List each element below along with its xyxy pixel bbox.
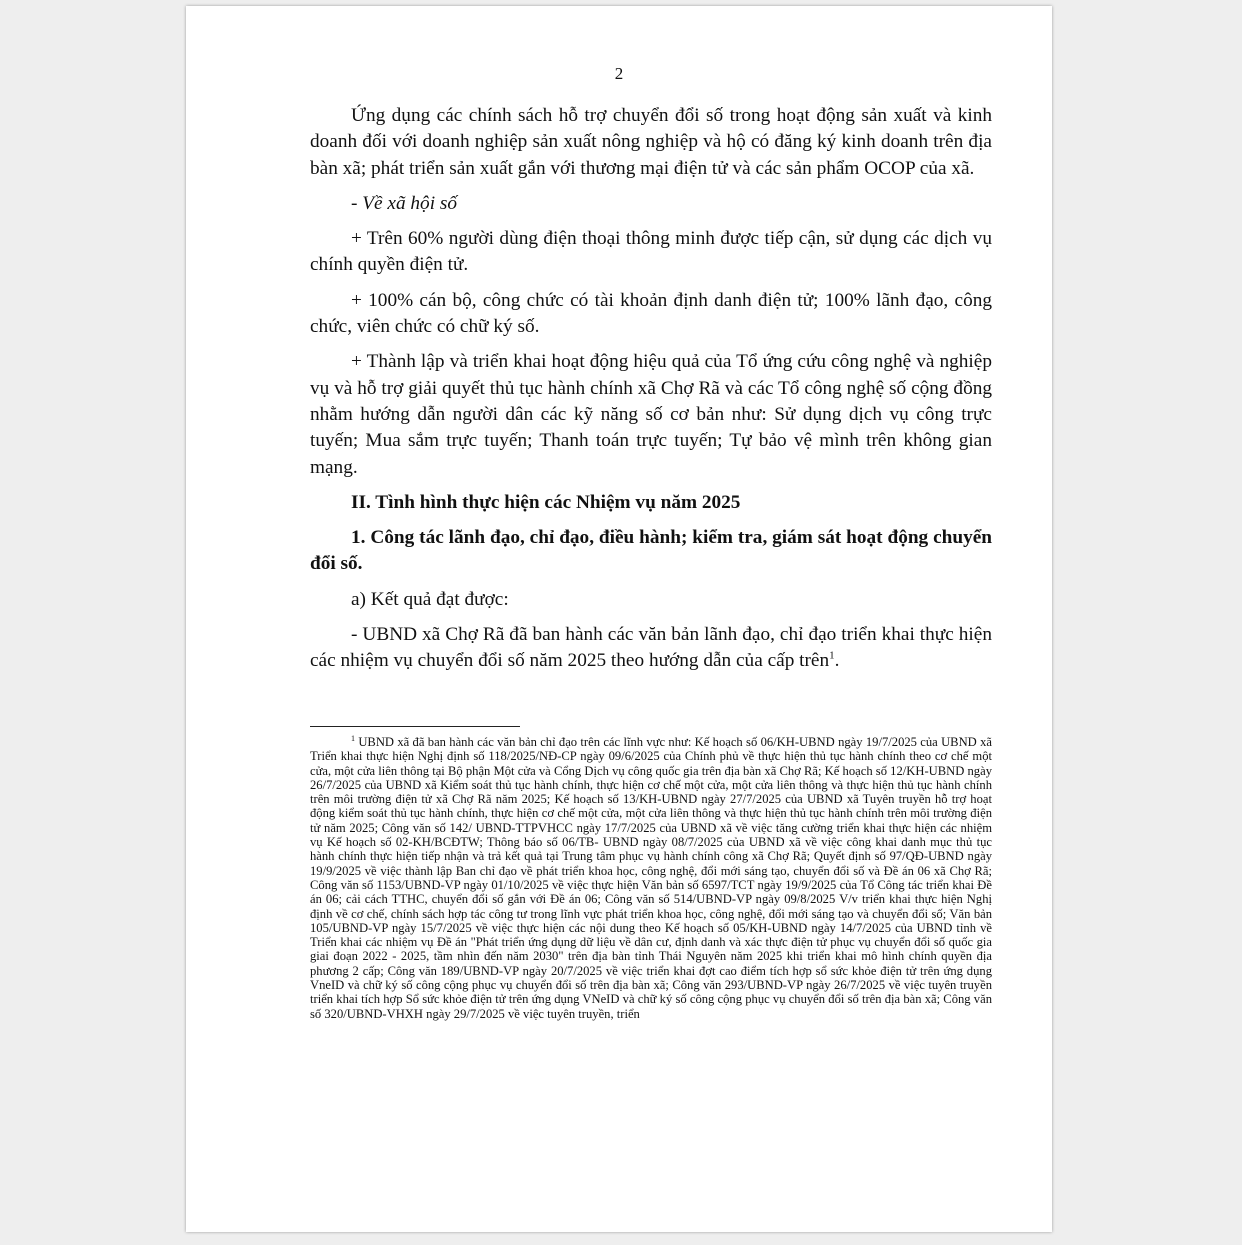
document-body xyxy=(310,103,992,684)
footnote-text: UBND xã đã ban hành các văn bản chỉ đạo trên các lĩnh vực như: Kế hoạch số 06/KH-UBND ngày 19/7/2025 của UBND xã Triển khai thực hiện Nghị định số 118/2025/NĐ-CP ngày 09/6/2025 của Chính phủ về thực hiện thủ tục hành chính theo cơ chế một cửa, một cửa liên thông tại Bộ phận Một cửa và Cổng Dịch vụ công quốc gia trên địa bàn xã Chợ Rã; Kế hoạch số 12/KH-UBND ngày 26/7/2025 của UBND xã Kiểm soát thủ tục hành chính, thực hiện cơ chế một cửa, một cửa liên thông và thực hiện thủ tục hành chính trên môi trường điện tử xã Chợ Rã năm 2025; Kế hoạch số 13/KH-UBND ngày 27/7/2025 của UBND xã Tuyên truyền hỗ trợ hoạt động kiểm soát thủ tục hành chính, thực hiện cơ chế một cửa, một cửa liên thông và thực hiện thủ tục hành chính trên môi trường điện tử năm 2025; Công văn số 142/ UBND-TTPVHCC ngày 17/7/2025 của UBND xã về việc tăng cường triển khai thực hiện các nhiệm vụ Kế hoạch số 02-KH/BCĐTW; Thông báo số 06/TB- UBND ngày 08/7/2025 của UBND xã về việc công khai danh mục thủ tục hành chính thực hiện tiếp nhận và trả kết quả tại Trung tâm phục vụ hành chính công xã Chợ Rã; Quyết định số 97/QĐ-UBND ngày 19/9/2025 về việc thành lập Ban chỉ đạo về phát triển khoa học, công nghệ, đổi mới sáng tạo, chuyển đổi số và Đề án 06 xã Chợ Rã; Công văn số 1153/UBND-VP ngày 01/10/2025 về việc thực hiện Văn bản số 6597/TCT ngày 19/9/2025 của Tổ Công tác triển khai Đề án 06; cải cách TTHC, chuyển đổi số gắn với Đề án 06; Công văn số 514/UBND-VP ngày 09/8/2025 V/v triển khai thực hiện Nghị định về cơ chế, chính sách hợp tác công tư trong lĩnh vực phát triển khoa học, công nghệ, đổi mới sáng tạo và chuyển đổi số; Văn bản 105/UBND-VP ngày 15/7/2025 về việc thực hiện các nội dung theo Kế hoạch số 05/KH-UBND ngày 14/7/2025 của UBND tỉnh về Triển khai các nhiệm vụ Đề án "Phát triển ứng dụng dữ liệu về dân cư, định danh và xác thực điện tử phục vụ chuyển đổi số quốc gia giai đoạn 2022 - 2025, tầm nhìn đến năm 2030" trên địa bàn tỉnh Thái Nguyên năm 2025 khi triển khai mô hình chính quyền địa phương 2 cấp; Công văn 189/UBND-VP ngày 20/7/2025 về việc triển khai đợt cao điểm tích hợp sổ sức khỏe điện tử trên ứng dụng VneID và chữ ký số công cộng phục vụ chuyển đổi số trên địa bàn xã; Công văn 293/UBND-VP ngày 26/7/2025 về việc tuyên truyền triển khai tích hợp Sổ sức khỏe điện tử trên ứng dụng VNeID và chữ ký số công cộng phục vụ chuyển đổi số trên địa bàn xã; Công văn số 320/UBND-VHXH ngày 29/7/2025 về việc tuyên truyền, triển xyxy=(310,735,992,1021)
section-heading-ii: II. Tình hình thực hiện các Nhiệm vụ năm 2025 xyxy=(351,491,741,513)
paragraph-smartphone-users: + Trên 60% người dùng điện thoại thông minh được tiếp cận, sử dụng các dịch vụ chính quyền điện tử. xyxy=(310,228,992,276)
footnote-reference: 1 xyxy=(829,649,835,662)
page-number: 2 xyxy=(614,64,624,83)
paragraph-ubnd-directives: - UBND xã Chợ Rã đã ban hành các văn bản lãnh đạo, chỉ đạo triển khai thực hiện các nhiệm vụ chuyển đổi số năm 2025 theo hướng dẫn của cấp trên$^1$. xyxy=(310,624,992,672)
paragraph-tech-teams: + Thành lập và triển khai hoạt động hiệu quả của Tổ ứng cứu công nghệ và nghiệp vụ và hỗ trợ giải quyết thủ tục hành chính xã Chợ Rã và các Tổ công nghệ số cộng đồng nhằm hướng dẫn người dân các kỹ năng số cơ bản như: Sử dụng dịch vụ công trực tuyến; Mua sắm trực tuyến; Thanh toán trực tuyến; Tự bảo vệ mình trên không gian mạng. xyxy=(310,351,992,478)
footnote-number: 1 xyxy=(351,733,355,743)
paragraph-digital-identity: + 100% cán bộ, công chức có tài khoản định danh điện tử; 100% lãnh đạo, công chức, viên chức có chữ ký số. xyxy=(310,289,992,338)
footnote xyxy=(310,735,992,1021)
footnote-separator xyxy=(310,726,520,727)
document-page xyxy=(186,6,1052,1232)
section-heading-1: 1. Công tác lãnh đạo, chỉ đạo, điều hành; kiểm tra, giám sát hoạt động chuyển đổi số. xyxy=(310,527,992,575)
paragraph-ubnd-directives-text: - UBND xã Chợ Rã đã ban hành các văn bản lãnh đạo, chỉ đạo triển khai thực hiện các nhiệm vụ chuyển đổi số năm 2025 theo hướng dẫn của cấp trên xyxy=(310,624,992,672)
subsection-results: a) Kết quả đạt được: xyxy=(351,588,509,610)
subheading-digital-society: - Về xã hội số xyxy=(351,192,458,214)
paragraph-digital-economy: Ứng dụng các chính sách hỗ trợ chuyển đổi số trong hoạt động sản xuất và kinh doanh đối với doanh nghiệp sản xuất nông nghiệp và hộ có đăng ký kinh doanh trên địa bàn xã; phát triển sản xuất gắn với thương mại điện tử và các sản phẩm OCOP của xã. xyxy=(310,105,992,179)
